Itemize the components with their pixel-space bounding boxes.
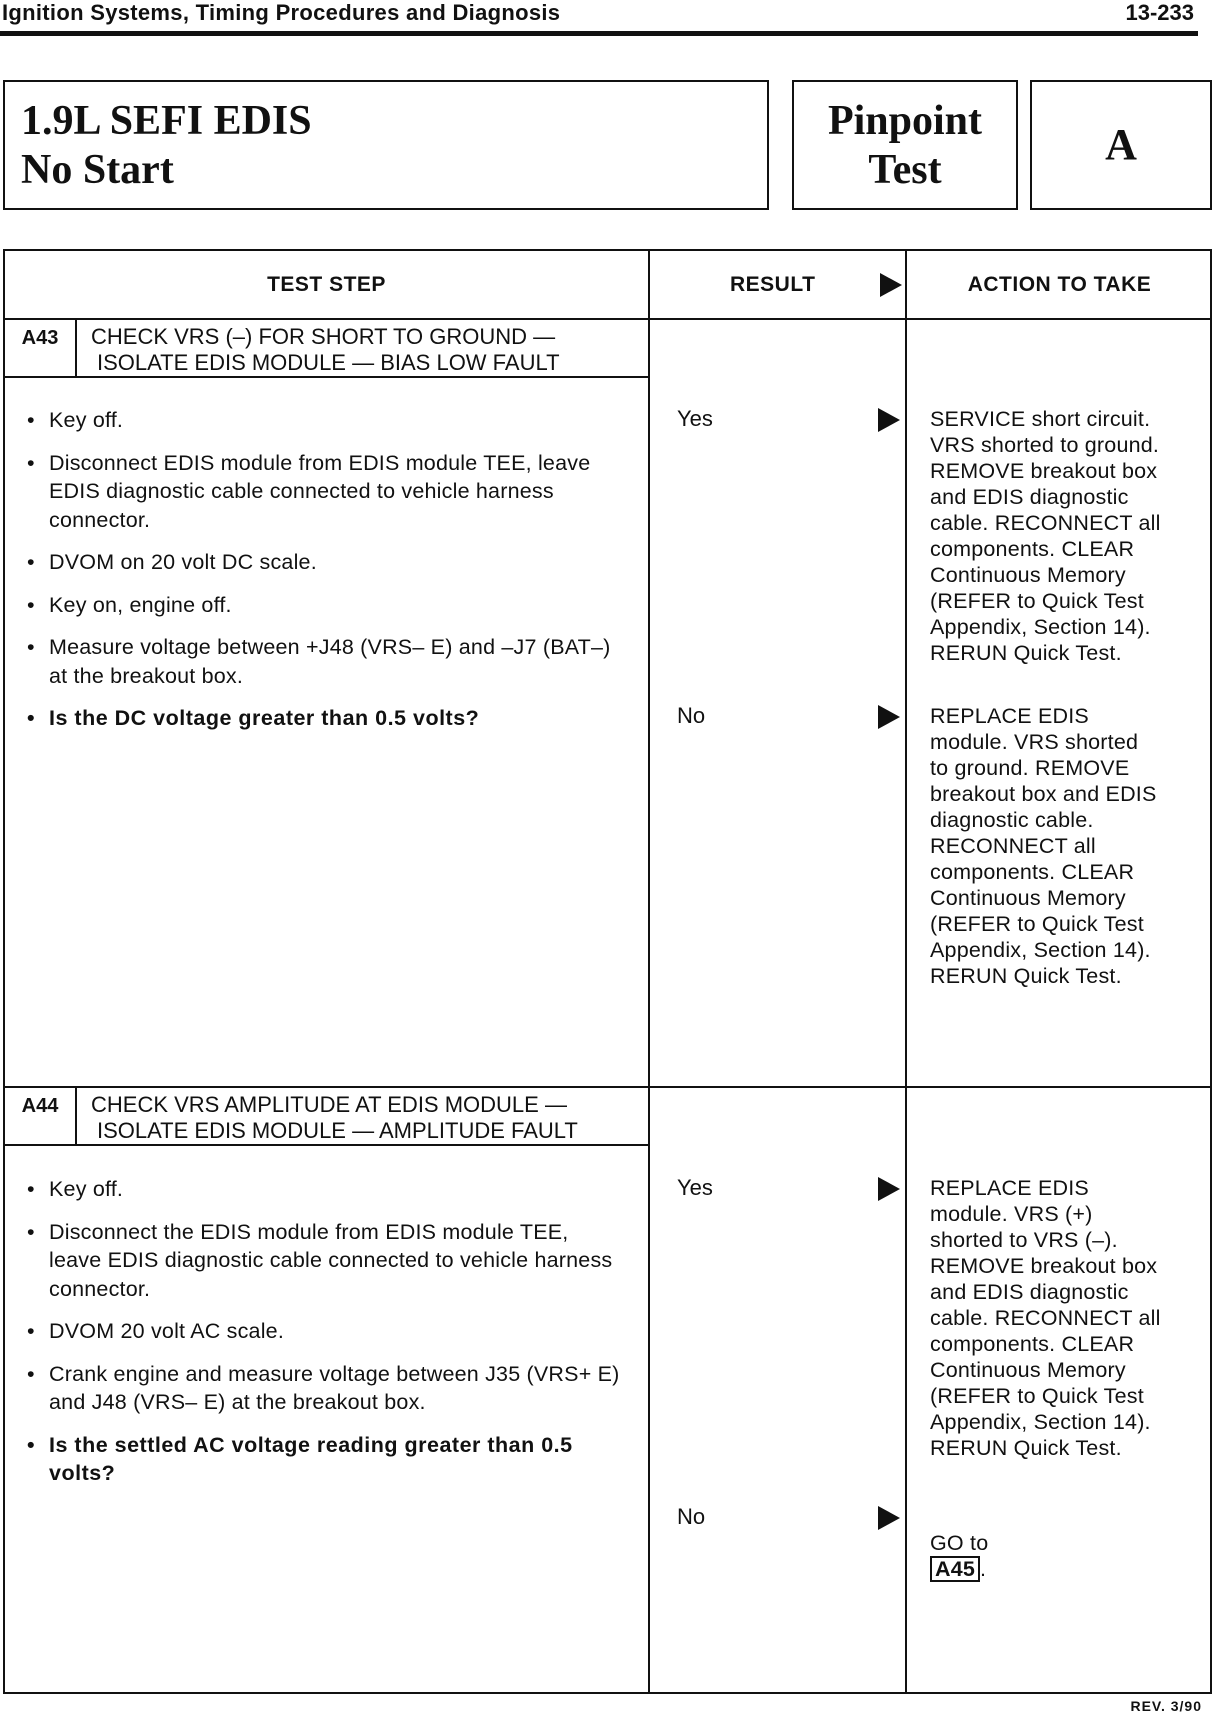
- step-procedure-list: [25, 406, 625, 747]
- test-letter-box: [1030, 80, 1212, 210]
- action-goto: [930, 1504, 1205, 1582]
- procedure-bullet: • Key off.: [25, 1175, 625, 1204]
- procedure-title-line2: No Start: [21, 147, 174, 193]
- column-header-result: [650, 251, 905, 318]
- step-header-a43: [5, 320, 648, 378]
- procedure-bullet: • Disconnect EDIS module from EDIS module TEE, leave EDIS diagnostic cable connected to vehicle harness connector.: [25, 449, 625, 535]
- procedure-bullet: • Disconnect the EDIS module from EDIS module TEE, leave EDIS diagnostic cable connected to vehicle harness connector.: [25, 1218, 625, 1304]
- revision-note: REV. 3/90: [1130, 1698, 1202, 1714]
- step-title-line2: ISOLATE EDIS MODULE — BIAS LOW FAULT: [97, 350, 560, 375]
- procedure-bullet: • Measure voltage between +J48 (VRS– E) and –J7 (BAT–) at the breakout box.: [25, 633, 625, 690]
- column-divider: [648, 251, 650, 1692]
- page-header: [0, 0, 1198, 30]
- procedure-bullet: • Crank engine and measure voltage between J35 (VRS+ E) and J48 (VRS– E) at the breakout box.: [25, 1360, 625, 1417]
- procedure-title-box: [3, 80, 769, 210]
- step-procedure-list: [25, 1175, 625, 1502]
- step-title-line1: CHECK VRS AMPLITUDE AT EDIS MODULE —: [91, 1092, 567, 1117]
- step-id: A43: [21, 327, 59, 349]
- pinpoint-label-line2: Test: [868, 147, 942, 193]
- result-yes: Yes: [677, 406, 713, 431]
- procedure-bullet: • DVOM on 20 volt DC scale.: [25, 548, 625, 577]
- column-header-result-label: RESULT: [730, 273, 816, 296]
- goto-suffix: .: [980, 1557, 987, 1581]
- arrow-right-icon: [880, 273, 902, 297]
- pinpoint-label-line1: Pinpoint: [827, 98, 983, 144]
- step-question: • Is the settled AC voltage reading greater than 0.5 volts?: [25, 1431, 625, 1488]
- step-title-line1: CHECK VRS (–) FOR SHORT TO GROUND —: [91, 324, 556, 349]
- test-letter: A: [1105, 120, 1137, 169]
- procedure-title-line1: 1.9L SEFI EDIS: [21, 98, 312, 144]
- step-title-line2: ISOLATE EDIS MODULE — AMPLITUDE FAULT: [97, 1118, 578, 1143]
- step-id-box: [5, 1088, 77, 1146]
- step-header-a44: [5, 1088, 648, 1146]
- procedure-bullet: • DVOM 20 volt AC scale.: [25, 1317, 625, 1346]
- arrow-right-icon: [878, 1506, 900, 1530]
- result-yes: Yes: [677, 1175, 713, 1200]
- action-text: SERVICE short circuit. VRS shorted to ground. REMOVE breakout box and EDIS diagnostic cable. RECONNECT all components. CLEAR Continuous Memory (REFER to Quick Test Appendix, Section 14). RERUN Quick Test.: [930, 407, 1161, 665]
- page-number: 13-233: [1125, 0, 1194, 25]
- step-title: [77, 320, 648, 378]
- column-header-test-step: TEST STEP: [267, 273, 386, 296]
- step-id-box: [5, 320, 77, 378]
- arrow-right-icon: [878, 408, 900, 432]
- column-header-action: ACTION TO TAKE: [967, 273, 1152, 296]
- arrow-right-icon: [878, 705, 900, 729]
- step-question: • Is the DC voltage greater than 0.5 volts?: [25, 704, 625, 733]
- action-text: REPLACE EDIS module. VRS shorted to ground. REMOVE breakout box and EDIS diagnostic cable. RECONNECT all components. CLEAR Continuous Memory (REFER to Quick Test Appendix, Section 14). RERUN Quick Test.: [930, 704, 1157, 988]
- goto-step-link[interactable]: A45: [930, 1556, 980, 1582]
- result-no: No: [677, 1504, 706, 1529]
- step-title: [77, 1088, 648, 1146]
- goto-prefix: GO to: [930, 1531, 989, 1555]
- header-rule: [0, 31, 1198, 36]
- pinpoint-test-box: [792, 80, 1018, 210]
- result-no: No: [677, 703, 706, 728]
- section-title: Ignition Systems, Timing Procedures and Diagnosis: [2, 0, 561, 25]
- procedure-bullet: • Key on, engine off.: [25, 591, 625, 620]
- test-table: [3, 249, 1212, 1694]
- arrow-right-icon: [878, 1177, 900, 1201]
- procedure-bullet: • Key off.: [25, 406, 625, 435]
- step-id: A44: [21, 1095, 59, 1117]
- column-divider: [905, 251, 907, 1692]
- action-text: REPLACE EDIS module. VRS (+) shorted to VRS (–). REMOVE breakout box and EDIS diagnostic cable. RECONNECT all components. CLEAR Continuous Memory (REFER to Quick Test Appendix, Section 14). RERUN Quick Test.: [930, 1176, 1161, 1460]
